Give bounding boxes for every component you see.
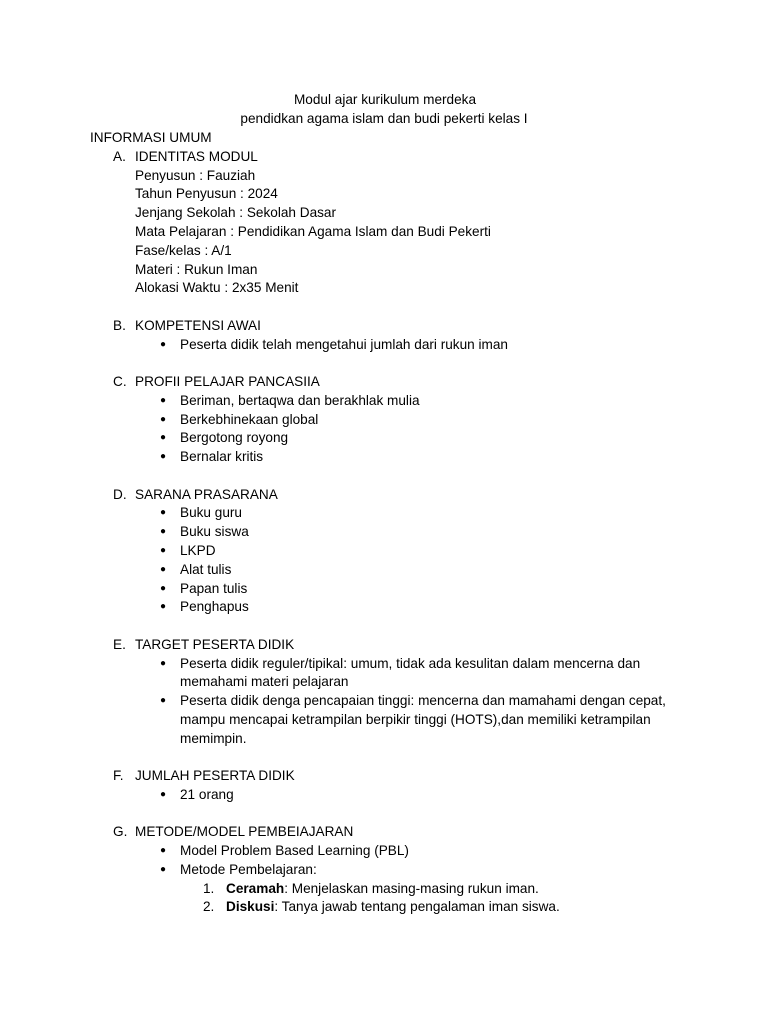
title-line-2: pendidkan agama islam dan budi pekerti kelas I [240,110,528,126]
bullet-list [90,842,690,880]
section-metode-pembelajaran [90,823,690,917]
list-item [90,392,690,411]
list-item-text: Buku guru [180,505,242,521]
list-item-text: Peserta didik telah mengetahui jumlah dari rukun iman [180,336,508,352]
identity-line-penyusun: Penyusun : Fauziah [135,167,256,183]
list-item-text: Model Problem Based Learning (PBL) [180,843,409,859]
section-title-text: METODE/MODEL PEMBEIAJARAN [135,824,354,840]
bullet-icon: ● [160,695,167,707]
bullet-icon: ● [160,413,167,425]
section-title [90,636,690,655]
bullet-list [90,336,690,355]
bullet-icon: ● [160,451,167,463]
list-item [90,561,690,580]
list-item-text: Peserta didik denga pencapaian tinggi: mencerna dan mamahami dengan cepat, mampu mencapai ketrampilan berpikir tinggi (HOTS),dan memiliki ketrampilan memimpin. [180,693,666,746]
section-title-text: JUMLAH PESERTA DIDIK [135,768,295,784]
bullet-icon: ● [160,863,167,875]
section-kompetensi-awal [90,317,690,355]
list-item [90,861,690,880]
list-item [90,429,690,448]
bullet-icon: ● [160,338,167,350]
bullet-icon: ● [160,845,167,857]
list-item [90,842,690,861]
section-title-text: PROFII PELAJAR PANCASIIA [135,373,320,389]
bullet-icon: ● [160,657,167,669]
bullet-icon: ● [160,601,167,613]
bullet-list [90,504,690,617]
method-description: : Menjelaskan masing-masing rukun iman. [284,880,539,896]
method-term: Diskusi [226,899,275,915]
identity-line-jenjang: Jenjang Sekolah : Sekolah Dasar [135,205,337,221]
section-title [90,148,690,167]
section-profil-pelajar [90,373,690,467]
section-title [90,767,690,786]
section-letter: B. [113,317,126,333]
section-jumlah-peserta-didik [90,767,690,805]
identity-line-alokasi: Alokasi Waktu : 2x35 Menit [135,280,299,296]
bullet-icon: ● [160,526,167,538]
bullet-icon: ● [160,788,167,800]
list-item [90,580,690,599]
list-item-text: Beriman, bertaqwa dan berakhlak mulia [180,392,420,408]
identity-line-materi: Materi : Rukun Iman [135,261,258,277]
list-item-text: Penghapus [180,599,249,615]
list-item [90,523,690,542]
bullet-icon: ● [160,432,167,444]
bullet-list [90,392,690,467]
bullet-icon: ● [160,394,167,406]
identity-line-tahun: Tahun Penyusun : 2024 [135,186,278,202]
numbered-item [90,898,690,917]
list-item-text: Bernalar kritis [180,449,264,465]
section-heading-informasi-umum: INFORMASI UMUM [90,130,212,145]
section-title [90,823,690,842]
list-item-text: Metode Pembelajaran: [180,861,317,877]
bullet-icon: ● [160,582,167,594]
list-item-text: Peserta didik reguler/tipikal: umum, tidak ada kesulitan dalam mencerna dan memahami materi pelajaran [180,655,641,690]
title-line-1: Modul ajar kurikulum merdeka [293,92,477,107]
list-item [90,655,690,693]
section-title-text: IDENTITAS MODUL [135,148,258,164]
identity-line-mapel: Mata Pelajaran : Pendidikan Agama Islam dan Budi Pekerti [135,223,491,239]
item-number: 1. [203,880,215,896]
bullet-icon: ● [160,563,167,575]
list-item-text: 21 orang [180,786,234,802]
bullet-list [90,655,690,749]
item-number: 2. [203,899,215,915]
method-term: Ceramah [226,880,285,896]
numbered-list [90,880,690,918]
section-title [90,486,690,505]
document-body [90,129,690,917]
bullet-icon: ● [160,544,167,556]
list-item [90,542,690,561]
section-title [90,317,690,336]
bullet-list [90,786,690,805]
method-description: : Tanya jawab tentang pengalaman iman siswa. [274,899,560,915]
list-item [90,411,690,430]
list-item [90,598,690,617]
list-item-text: Papan tulis [180,580,248,596]
list-item-text: LKPD [180,542,216,558]
list-item-text: Alat tulis [180,561,232,577]
section-letter: G. [113,824,128,840]
list-item [90,692,690,748]
section-letter: D. [113,486,127,502]
list-item-text: Bergotong royong [180,430,289,446]
section-title [90,373,690,392]
list-item [90,786,690,805]
section-letter: F. [113,768,124,784]
bullet-icon: ● [160,507,167,519]
section-title-text: TARGET PESERTA DIDIK [135,636,295,652]
list-item-text: Berkebhinekaan global [180,411,319,427]
identity-line-fase: Fase/kelas : A/1 [135,242,232,258]
list-item [90,504,690,523]
numbered-item [90,880,690,899]
document-title [0,91,768,129]
section-letter: E. [113,636,126,652]
section-title-text: KOMPETENSI AWAI [135,317,261,333]
list-item [90,336,690,355]
section-identitas-modul [90,148,690,298]
list-item [90,448,690,467]
section-title-text: SARANA PRASARANA [135,486,278,502]
section-sarana-prasarana [90,486,690,618]
section-letter: C. [113,373,127,389]
section-letter: A. [113,148,126,164]
list-item-text: Buku siswa [180,524,249,540]
section-target-peserta-didik [90,636,690,749]
